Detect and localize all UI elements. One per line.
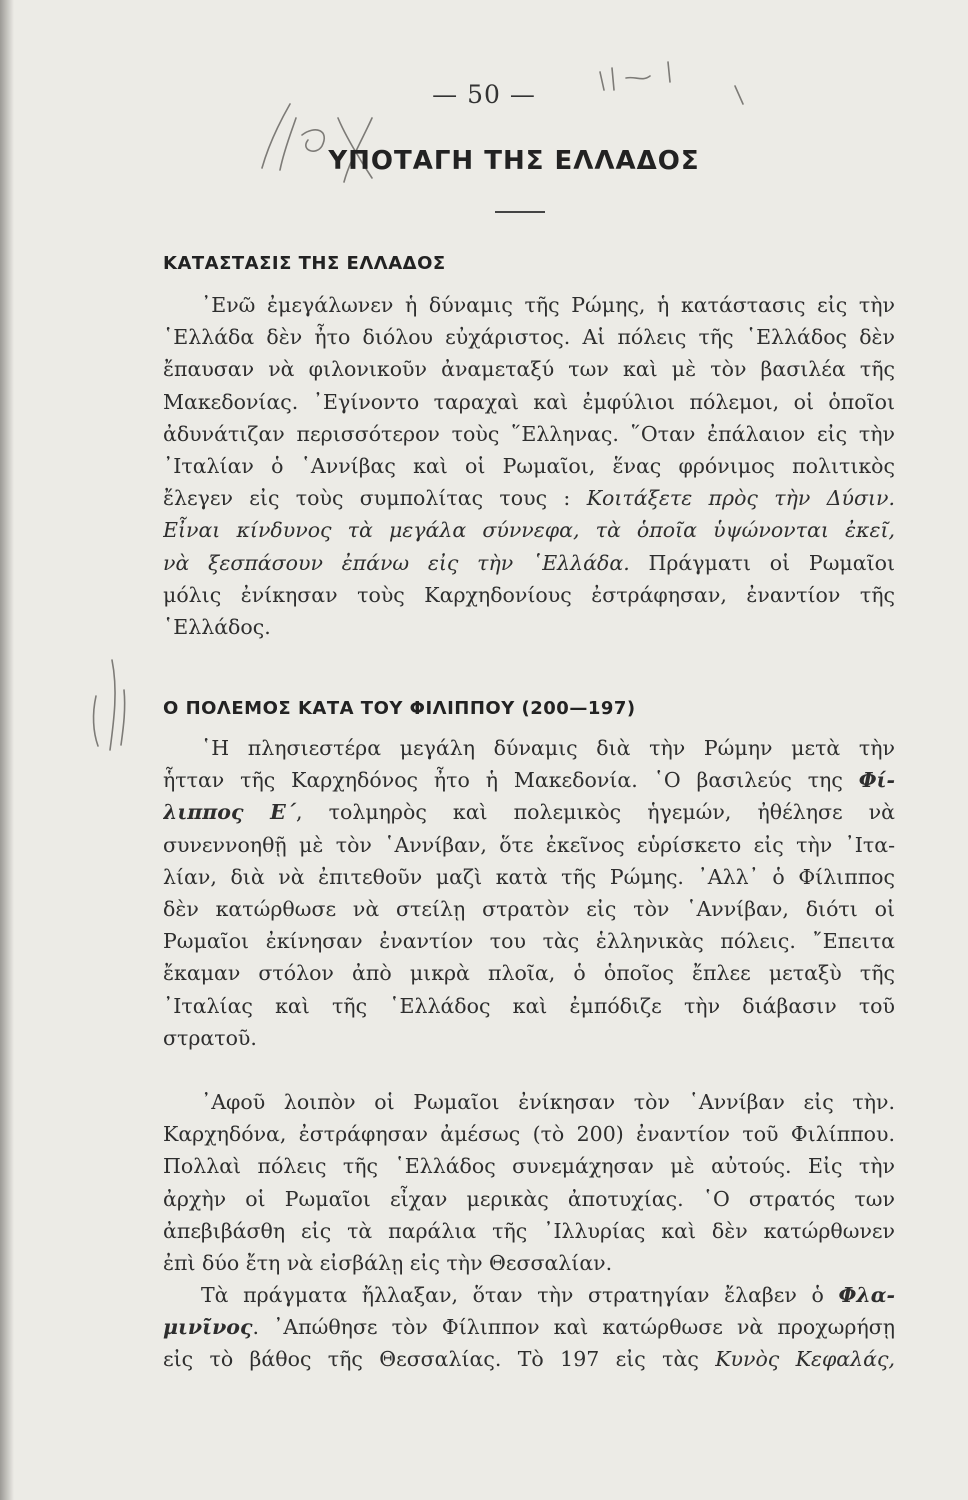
text-line: Μακεδονίας. ᾿Εγίνοντο ταραχαὶ καὶ ἐμφύλιοι πόλεμοι, οἱ ὁποῖοι bbox=[163, 389, 895, 414]
text-line: δὲν κατώρθωσε νὰ στείλῃ στρατὸν εἰς τὸν ῾Αννίβαν, διότι οἱ bbox=[163, 897, 895, 922]
text-line bbox=[163, 514, 895, 546]
italic-place: Κυνὸς Κεφαλάς, bbox=[715, 1347, 895, 1372]
text-run: εἰς τὸ βάθος τῆς Θεσσαλίας. Τὸ 197 εἰς τὰς bbox=[163, 1347, 699, 1372]
text-line: ῾Η πλησιεστέρα μεγάλη δύναμις διὰ τὴν Ρώμην μετὰ τὴν bbox=[201, 736, 895, 760]
text-line: ῾Ελλάδα δὲν ἦτο διόλου εὐχάριστος. Αἱ πόλεις τῆς ῾Ελλάδος δὲν bbox=[163, 325, 895, 350]
bold-name: μινῖνος bbox=[163, 1315, 253, 1340]
italic-quote: Εἶναι κίνδυνος τὰ μεγάλα σύννεφα, τὰ ὁποῖα ὑψώνονται ἐκεῖ, bbox=[163, 518, 895, 543]
text-line: Πολλαὶ πόλεις τῆς ῾Ελλάδος συνεμάχησαν μὲ αὐτούς. Εἰς τὴν bbox=[163, 1154, 895, 1179]
text-line: συνεννοηθῇ μὲ τὸν ῾Αννίβαν, ὅτε ἐκεῖνος εὑρίσκετο εἰς τὴν ᾿Ιτα- bbox=[163, 832, 895, 857]
text-run: Πράγματι οἱ Ρωμαῖοι bbox=[648, 550, 895, 575]
text-line bbox=[163, 482, 895, 514]
bold-name: λιππος Ε΄ bbox=[163, 800, 297, 825]
text-line: ἐπὶ δύο ἔτη νὰ εἰσβάλῃ εἰς τὴν Θεσσαλίαν. bbox=[163, 1251, 613, 1276]
text-line bbox=[163, 1343, 895, 1375]
text-line: Ρωμαῖοι ἐκίνησαν ἐναντίον του τὰς ἑλληνικὰς πόλεις. ῎Επειτα bbox=[163, 929, 895, 954]
text-line: ἀρχὴν οἱ Ρωμαῖοι εἶχαν μερικὰς ἀποτυχίας. ῾Ο στρατός των bbox=[163, 1186, 895, 1211]
text-line bbox=[163, 547, 895, 579]
text-line: στρατοῦ. bbox=[163, 1025, 257, 1050]
section-heading-katastasis: ΚΑΤΑΣΤΑΣΙΣ ΤΗΣ ΕΛΛΑΔΟΣ bbox=[163, 253, 446, 274]
text-line: Καρχηδόνα, ἐστράφησαν ἀμέσως (τὸ 200) ἐναντίον τοῦ Φιλίππου. bbox=[163, 1122, 895, 1147]
text-run: ἔλεγεν εἰς τοὺς συμπολίτας τους : bbox=[163, 486, 571, 511]
paragraph-flamininus bbox=[163, 1279, 895, 1376]
text-run: , τολμηρὸς καὶ πολεμικὸς ἡγεμών, ἠθέλησε νὰ bbox=[296, 800, 895, 825]
italic-quote: Κοιτάξετε πρὸς τὴν Δύσιν. bbox=[586, 486, 895, 511]
paragraph-philippos bbox=[163, 732, 895, 1054]
paragraph-roman-victory bbox=[163, 1086, 895, 1279]
text-line: λίαν, διὰ νὰ ἐπιτεθοῦν μαζὶ κατὰ τῆς Ρώμης. ᾿Αλλ᾿ ὁ Φίλιππος bbox=[163, 864, 895, 889]
italic-quote: νὰ ξεσπάσουν ἐπάνω εἰς τὴν ῾Ελλάδα. bbox=[163, 550, 630, 575]
text-line bbox=[163, 796, 895, 828]
chapter-title: ΥΠΟΤΑΓΗ ΤΗΣ ΕΛΛΑΔΟΣ bbox=[328, 146, 700, 176]
text-line: ᾿Ιταλίαν ὁ ῾Αννίβας καὶ οἱ Ρωμαῖοι, ἕνας φρόνιμος πολιτικὸς bbox=[163, 454, 895, 479]
text-line bbox=[163, 1279, 895, 1311]
text-run: ἧτταν τῆς Καρχηδόνος ἦτο ἡ Μακεδονία. ῾Ο βασιλεύς της bbox=[163, 768, 843, 793]
bold-name: Φλα- bbox=[838, 1283, 895, 1307]
text-line: ᾿Ενῶ ἐμεγάλωνεν ἡ δύναμις τῆς Ρώμης, ἡ κατάστασις εἰς τὴν bbox=[201, 293, 895, 317]
text-run: Τὰ πράγματα ἤλλαξαν, ὅταν τὴν στρατηγίαν ἔλαβεν ὁ bbox=[201, 1283, 824, 1307]
text-line: μόλις ἐνίκησαν τοὺς Καρχηδονίους ἐστράφησαν, ἐναντίον τῆς bbox=[163, 582, 895, 607]
text-line: ἀπεβιβάσθη εἰς τὰ παράλια τῆς ᾿Ιλλυρίας καὶ δὲν κατώρθωνεν bbox=[163, 1218, 895, 1243]
text-line: ᾿Ιταλίας καὶ τῆς ῾Ελλάδος καὶ ἐμπόδιζε τὴν διάβασιν τοῦ bbox=[163, 993, 895, 1018]
text-line bbox=[163, 764, 895, 796]
text-line: ἔπαυσαν νὰ φιλονικοῦν ἀναμεταξύ των καὶ μὲ τὸν βασιλέα τῆς bbox=[163, 357, 895, 382]
paragraph-katastasis bbox=[163, 289, 895, 643]
title-rule bbox=[495, 211, 545, 213]
text-line: ᾿Αφοῦ λοιπὸν οἱ Ρωμαῖοι ἐνίκησαν τὸν ῾Αννίβαν εἰς τὴν. bbox=[201, 1090, 895, 1114]
text-line: ἀδυνάτιζαν περισσότερον τοὺς ῞Ελληνας. ῞Οταν ἐπάλαιον εἰς τὴν bbox=[163, 421, 895, 446]
text-run: . ᾿Απώθησε τὸν Φίλιππον καὶ κατώρθωσε νὰ προχωρήσῃ bbox=[252, 1315, 895, 1340]
text-line: ἔκαμαν στόλον ἀπὸ μικρὰ πλοῖα, ὁ ὁποῖος ἔπλεε μεταξὺ τῆς bbox=[163, 961, 895, 986]
page-number: — 50 — bbox=[432, 80, 536, 109]
text-line bbox=[163, 1311, 895, 1343]
section-heading-polemos: Ο ΠΟΛΕΜΟΣ ΚΑΤΑ ΤΟΥ ΦΙΛΙΠΠΟΥ (200—197) bbox=[163, 698, 636, 719]
text-line: ῾Ελλάδος. bbox=[163, 615, 271, 640]
page-edge-shadow bbox=[0, 0, 14, 1500]
bold-name: Φί- bbox=[858, 768, 895, 793]
